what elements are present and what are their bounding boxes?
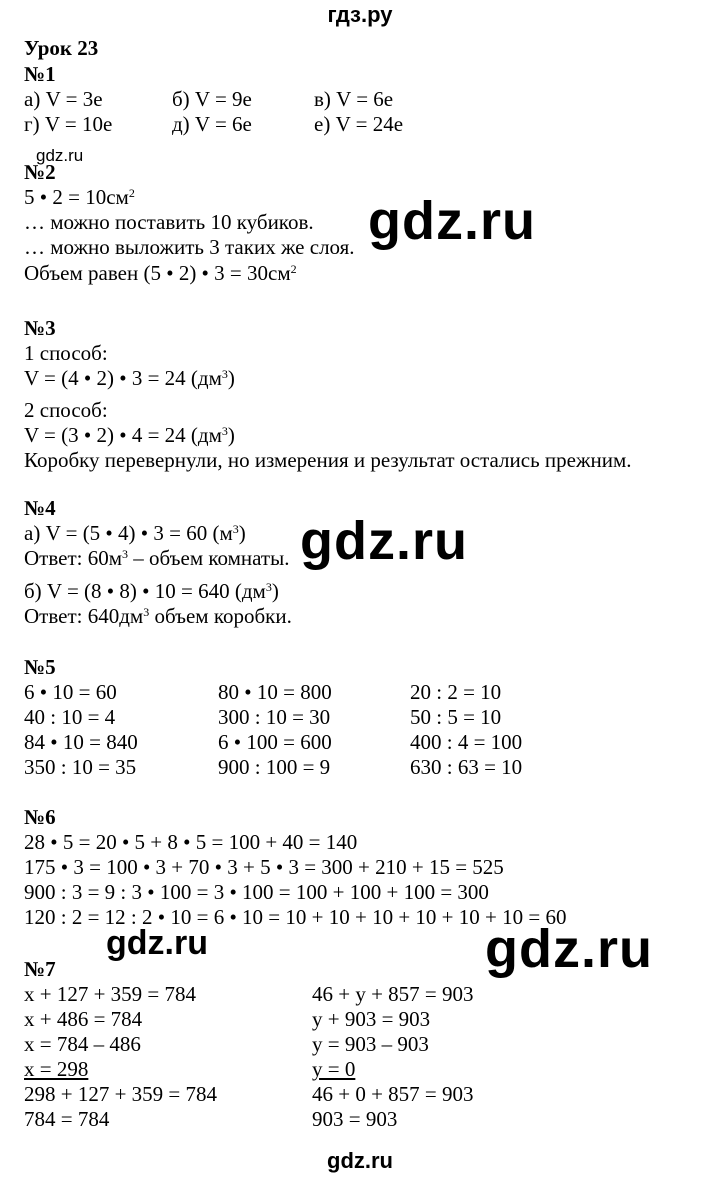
task-7-right-6: 903 = 903 bbox=[312, 1107, 398, 1131]
task-1-f: е) V = 24e bbox=[314, 112, 404, 136]
task-7-left-6: 784 = 784 bbox=[24, 1107, 110, 1131]
task-4-line-2-a: Ответ: 60м bbox=[24, 546, 123, 570]
task-3-line-4 bbox=[24, 423, 235, 447]
task-5-c2-r3: 6 • 100 = 600 bbox=[218, 730, 332, 754]
task-7-left-1: x + 127 + 359 = 784 bbox=[24, 982, 197, 1006]
task-5-c1-r1: 6 • 10 = 60 bbox=[24, 680, 117, 704]
task-4-line-3-close: ) bbox=[271, 579, 279, 603]
task-7-right-1: 46 + y + 857 = 903 bbox=[312, 982, 474, 1006]
task-3-line-2-close: ) bbox=[227, 366, 235, 390]
task-2-line-4 bbox=[24, 261, 297, 285]
task-7-title: №7 bbox=[24, 957, 56, 981]
task-5-c2-r2: 300 : 10 = 30 bbox=[218, 705, 331, 729]
task-5-c3-r2: 50 : 5 = 10 bbox=[410, 705, 502, 729]
task-2-line-4-sup: 2 bbox=[290, 262, 297, 276]
task-4-line-4-a: Ответ: 640дм bbox=[24, 604, 144, 628]
watermark-top: гдз.ру bbox=[327, 2, 393, 27]
task-7-left-4: x = 298 bbox=[24, 1057, 89, 1081]
task-5-title: №5 bbox=[24, 655, 56, 679]
task-1-title: №1 bbox=[24, 62, 56, 86]
task-5-c3-r3: 400 : 4 = 100 bbox=[410, 730, 523, 754]
task-6-line-1: 28 • 5 = 20 • 5 + 8 • 5 = 100 + 40 = 140 bbox=[24, 830, 358, 854]
task-3-line-2 bbox=[24, 366, 235, 390]
task-5-c2-r1: 80 • 10 = 800 bbox=[218, 680, 332, 704]
watermark-small: gdz.ru bbox=[36, 146, 84, 165]
task-2-line-4-text: Объем равен (5 • 2) • 3 = 30см bbox=[24, 261, 291, 285]
task-1-c: в) V = 6e bbox=[314, 87, 394, 111]
task-7-left-3: x = 784 – 486 bbox=[24, 1032, 141, 1056]
task-7-right-5: 46 + 0 + 857 = 903 bbox=[312, 1082, 474, 1106]
task-4-line-4-b: объем коробки. bbox=[149, 604, 292, 628]
task-4-line-2 bbox=[24, 546, 289, 570]
task-4-line-1-text: а) V = (5 • 4) • 3 = 60 (м bbox=[24, 521, 233, 545]
task-3-line-3: 2 способ: bbox=[24, 398, 108, 422]
task-7-right-3: y = 903 – 903 bbox=[312, 1032, 429, 1056]
task-6-line-2: 175 • 3 = 100 • 3 + 70 • 3 + 5 • 3 = 300 + 210 + 15 = 525 bbox=[24, 855, 504, 879]
task-2-line-3: … можно выложить 3 таких же слоя. bbox=[24, 235, 355, 259]
task-5-c1-r3: 84 • 10 = 840 bbox=[24, 730, 138, 754]
task-3-line-5: Коробку перевернули, но измерения и результат остались прежним. bbox=[24, 448, 632, 472]
task-2-title: №2 bbox=[24, 160, 56, 184]
task-3-line-1: 1 способ: bbox=[24, 341, 108, 365]
task-1-e: д) V = 6е bbox=[172, 112, 252, 136]
task-7-right-2: y + 903 = 903 bbox=[312, 1007, 431, 1031]
lesson-title: Урок 23 bbox=[24, 36, 99, 60]
task-5-c3-r1: 20 : 2 = 10 bbox=[410, 680, 502, 704]
watermark-big-2: gdz.ru bbox=[300, 511, 468, 571]
task-2-line-1-sup: 2 bbox=[128, 186, 135, 200]
task-5-c3-r4: 630 : 63 = 10 bbox=[410, 755, 523, 779]
task-5-c2-r4: 900 : 100 = 9 bbox=[218, 755, 331, 779]
task-7-right-4: y = 0 bbox=[312, 1057, 356, 1081]
task-4-line-3-text: б) V = (8 • 8) • 10 = 640 (дм bbox=[24, 579, 266, 603]
task-5-c1-r4: 350 : 10 = 35 bbox=[24, 755, 137, 779]
task-2-line-1-text: 5 • 2 = 10см bbox=[24, 185, 129, 209]
task-1-d: г) V = 10e bbox=[24, 112, 113, 136]
task-5-c1-r2: 40 : 10 = 4 bbox=[24, 705, 116, 729]
task-1-b: б) V = 9e bbox=[172, 87, 252, 111]
task-6-line-3: 900 : 3 = 9 : 3 • 100 = 3 • 100 = 100 + 100 + 100 = 300 bbox=[24, 880, 489, 904]
task-4-line-1-close: ) bbox=[238, 521, 246, 545]
task-3-line-2-text: V = (4 • 2) • 3 = 24 (дм bbox=[24, 366, 222, 390]
watermark-big-3: gdz.ru bbox=[485, 919, 653, 979]
task-4-line-2-b: – объем комнаты. bbox=[128, 546, 290, 570]
task-7-left-5: 298 + 127 + 359 = 784 bbox=[24, 1082, 218, 1106]
task-3-line-4-close: ) bbox=[227, 423, 235, 447]
task-4-line-3-sup: 3 bbox=[265, 580, 272, 594]
task-3-title: №3 bbox=[24, 316, 56, 340]
task-1-a: а) V = 3e bbox=[24, 87, 103, 111]
watermark-bottom: gdz.ru bbox=[327, 1148, 393, 1173]
task-3-line-4-text: V = (3 • 2) • 4 = 24 (дм bbox=[24, 423, 222, 447]
task-4-line-4-sup: 3 bbox=[143, 605, 150, 619]
watermark-big: gdz.ru bbox=[368, 191, 536, 251]
task-2-line-1 bbox=[24, 185, 135, 209]
watermark-mid: gdz.ru bbox=[106, 924, 208, 962]
task-4-line-1-sup: 3 bbox=[232, 522, 239, 536]
task-6-line-4: 120 : 2 = 12 : 2 • 10 = 6 • 10 = 10 + 10 + 10 + 10 + 10 + 10 = 60 bbox=[24, 905, 567, 929]
task-4-line-3 bbox=[24, 579, 279, 603]
task-4-line-2-sup: 3 bbox=[122, 547, 129, 561]
task-4-title: №4 bbox=[24, 496, 56, 520]
task-3-line-4-sup: 3 bbox=[221, 424, 228, 438]
task-3-line-2-sup: 3 bbox=[221, 367, 228, 381]
task-7-left-2: x + 486 = 784 bbox=[24, 1007, 143, 1031]
task-4-line-1 bbox=[24, 521, 246, 545]
task-4-line-4 bbox=[24, 604, 292, 628]
task-6-title: №6 bbox=[24, 805, 56, 829]
task-2-line-2: … можно поставить 10 кубиков. bbox=[24, 210, 314, 234]
